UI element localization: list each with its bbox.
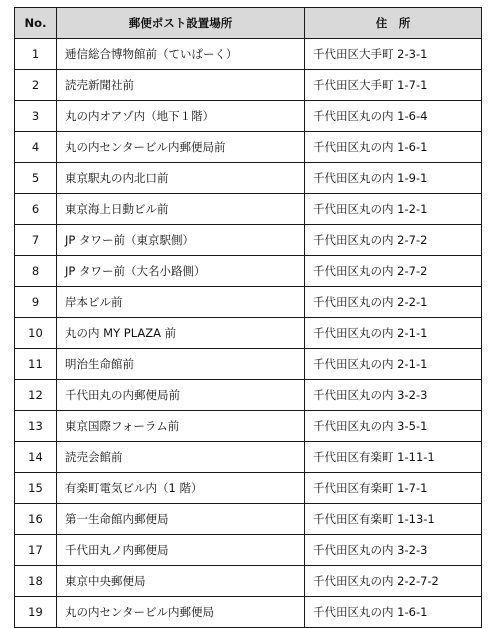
location-address: 千代田区丸の内 2-7-2 [305,225,482,256]
location-name: 有楽町電気ビル内（1 階） [57,473,305,504]
table-row [15,349,482,380]
location-name: 明治生命館前 [57,349,305,380]
header-location: 郵便ポスト設置場所 [57,8,305,39]
table-row [15,256,482,287]
table-row [15,101,482,132]
table-row [15,380,482,411]
location-name: 千代田丸の内郵便局前 [57,380,305,411]
location-name: 読売新聞社前 [57,70,305,101]
location-address: 千代田区丸の内 2-1-1 [305,318,482,349]
table-row [15,411,482,442]
table-row [15,535,482,566]
location-address: 千代田区丸の内 2-2-1 [305,287,482,318]
location-address: 千代田区丸の内 3-2-3 [305,535,482,566]
location-name: JP タワー前（東京駅側） [57,225,305,256]
row-number: 12 [15,380,57,411]
table-row [15,318,482,349]
location-name: 丸の内 MY PLAZA 前 [57,318,305,349]
location-address: 千代田区丸の内 1-2-1 [305,194,482,225]
row-number: 7 [15,225,57,256]
header-address: 住 所 [305,8,482,39]
table-row [15,504,482,535]
location-name: 東京海上日動ビル前 [57,194,305,225]
location-address: 千代田区丸の内 3-2-3 [305,380,482,411]
row-number: 16 [15,504,57,535]
location-name: 第一生命館内郵便局 [57,504,305,535]
location-address: 千代田区有楽町 1-11-1 [305,442,482,473]
location-name: 東京中央郵便局 [57,566,305,597]
row-number: 5 [15,163,57,194]
row-number: 4 [15,132,57,163]
location-name: 千代田丸ノ内郵便局 [57,535,305,566]
location-name: 丸の内センタービル内郵便局 [57,597,305,628]
location-address: 千代田区大手町 2-3-1 [305,39,482,70]
location-address: 千代田区有楽町 1-7-1 [305,473,482,504]
row-number: 15 [15,473,57,504]
table-row [15,132,482,163]
header-no: No. [15,8,57,39]
table-row [15,566,482,597]
row-number: 6 [15,194,57,225]
row-number: 19 [15,597,57,628]
row-number: 9 [15,287,57,318]
location-address: 千代田区丸の内 2-2-7-2 [305,566,482,597]
row-number: 18 [15,566,57,597]
table-row [15,225,482,256]
table-row [15,287,482,318]
table-row [15,39,482,70]
location-address: 千代田区丸の内 1-9-1 [305,163,482,194]
location-address: 千代田区丸の内 1-6-1 [305,597,482,628]
location-address: 千代田区丸の内 1-6-4 [305,101,482,132]
location-name: 丸の内オアゾ内（地下１階） [57,101,305,132]
table-row [15,163,482,194]
row-number: 13 [15,411,57,442]
mailbox-location-table [14,7,482,628]
table-body [15,39,482,628]
row-number: 8 [15,256,57,287]
row-number: 17 [15,535,57,566]
header-row [15,8,482,39]
table-row [15,473,482,504]
location-address: 千代田区有楽町 1-13-1 [305,504,482,535]
location-address: 千代田区丸の内 1-6-1 [305,132,482,163]
location-address: 千代田区丸の内 3-5-1 [305,411,482,442]
location-name: 岸本ビル前 [57,287,305,318]
location-name: 東京国際フォーラム前 [57,411,305,442]
location-address: 千代田区丸の内 2-7-2 [305,256,482,287]
location-name: 逓信総合博物館前（ていぱーく） [57,39,305,70]
location-name: 東京駅丸の内北口前 [57,163,305,194]
table-row [15,442,482,473]
table-row [15,70,482,101]
row-number: 3 [15,101,57,132]
row-number: 14 [15,442,57,473]
table-row [15,194,482,225]
row-number: 1 [15,39,57,70]
row-number: 11 [15,349,57,380]
location-name: JP タワー前（大名小路側） [57,256,305,287]
location-address: 千代田区丸の内 2-1-1 [305,349,482,380]
row-number: 2 [15,70,57,101]
table-row [15,597,482,628]
location-name: 読売会館前 [57,442,305,473]
location-name: 丸の内センタービル内郵便局前 [57,132,305,163]
row-number: 10 [15,318,57,349]
location-address: 千代田区大手町 1-7-1 [305,70,482,101]
